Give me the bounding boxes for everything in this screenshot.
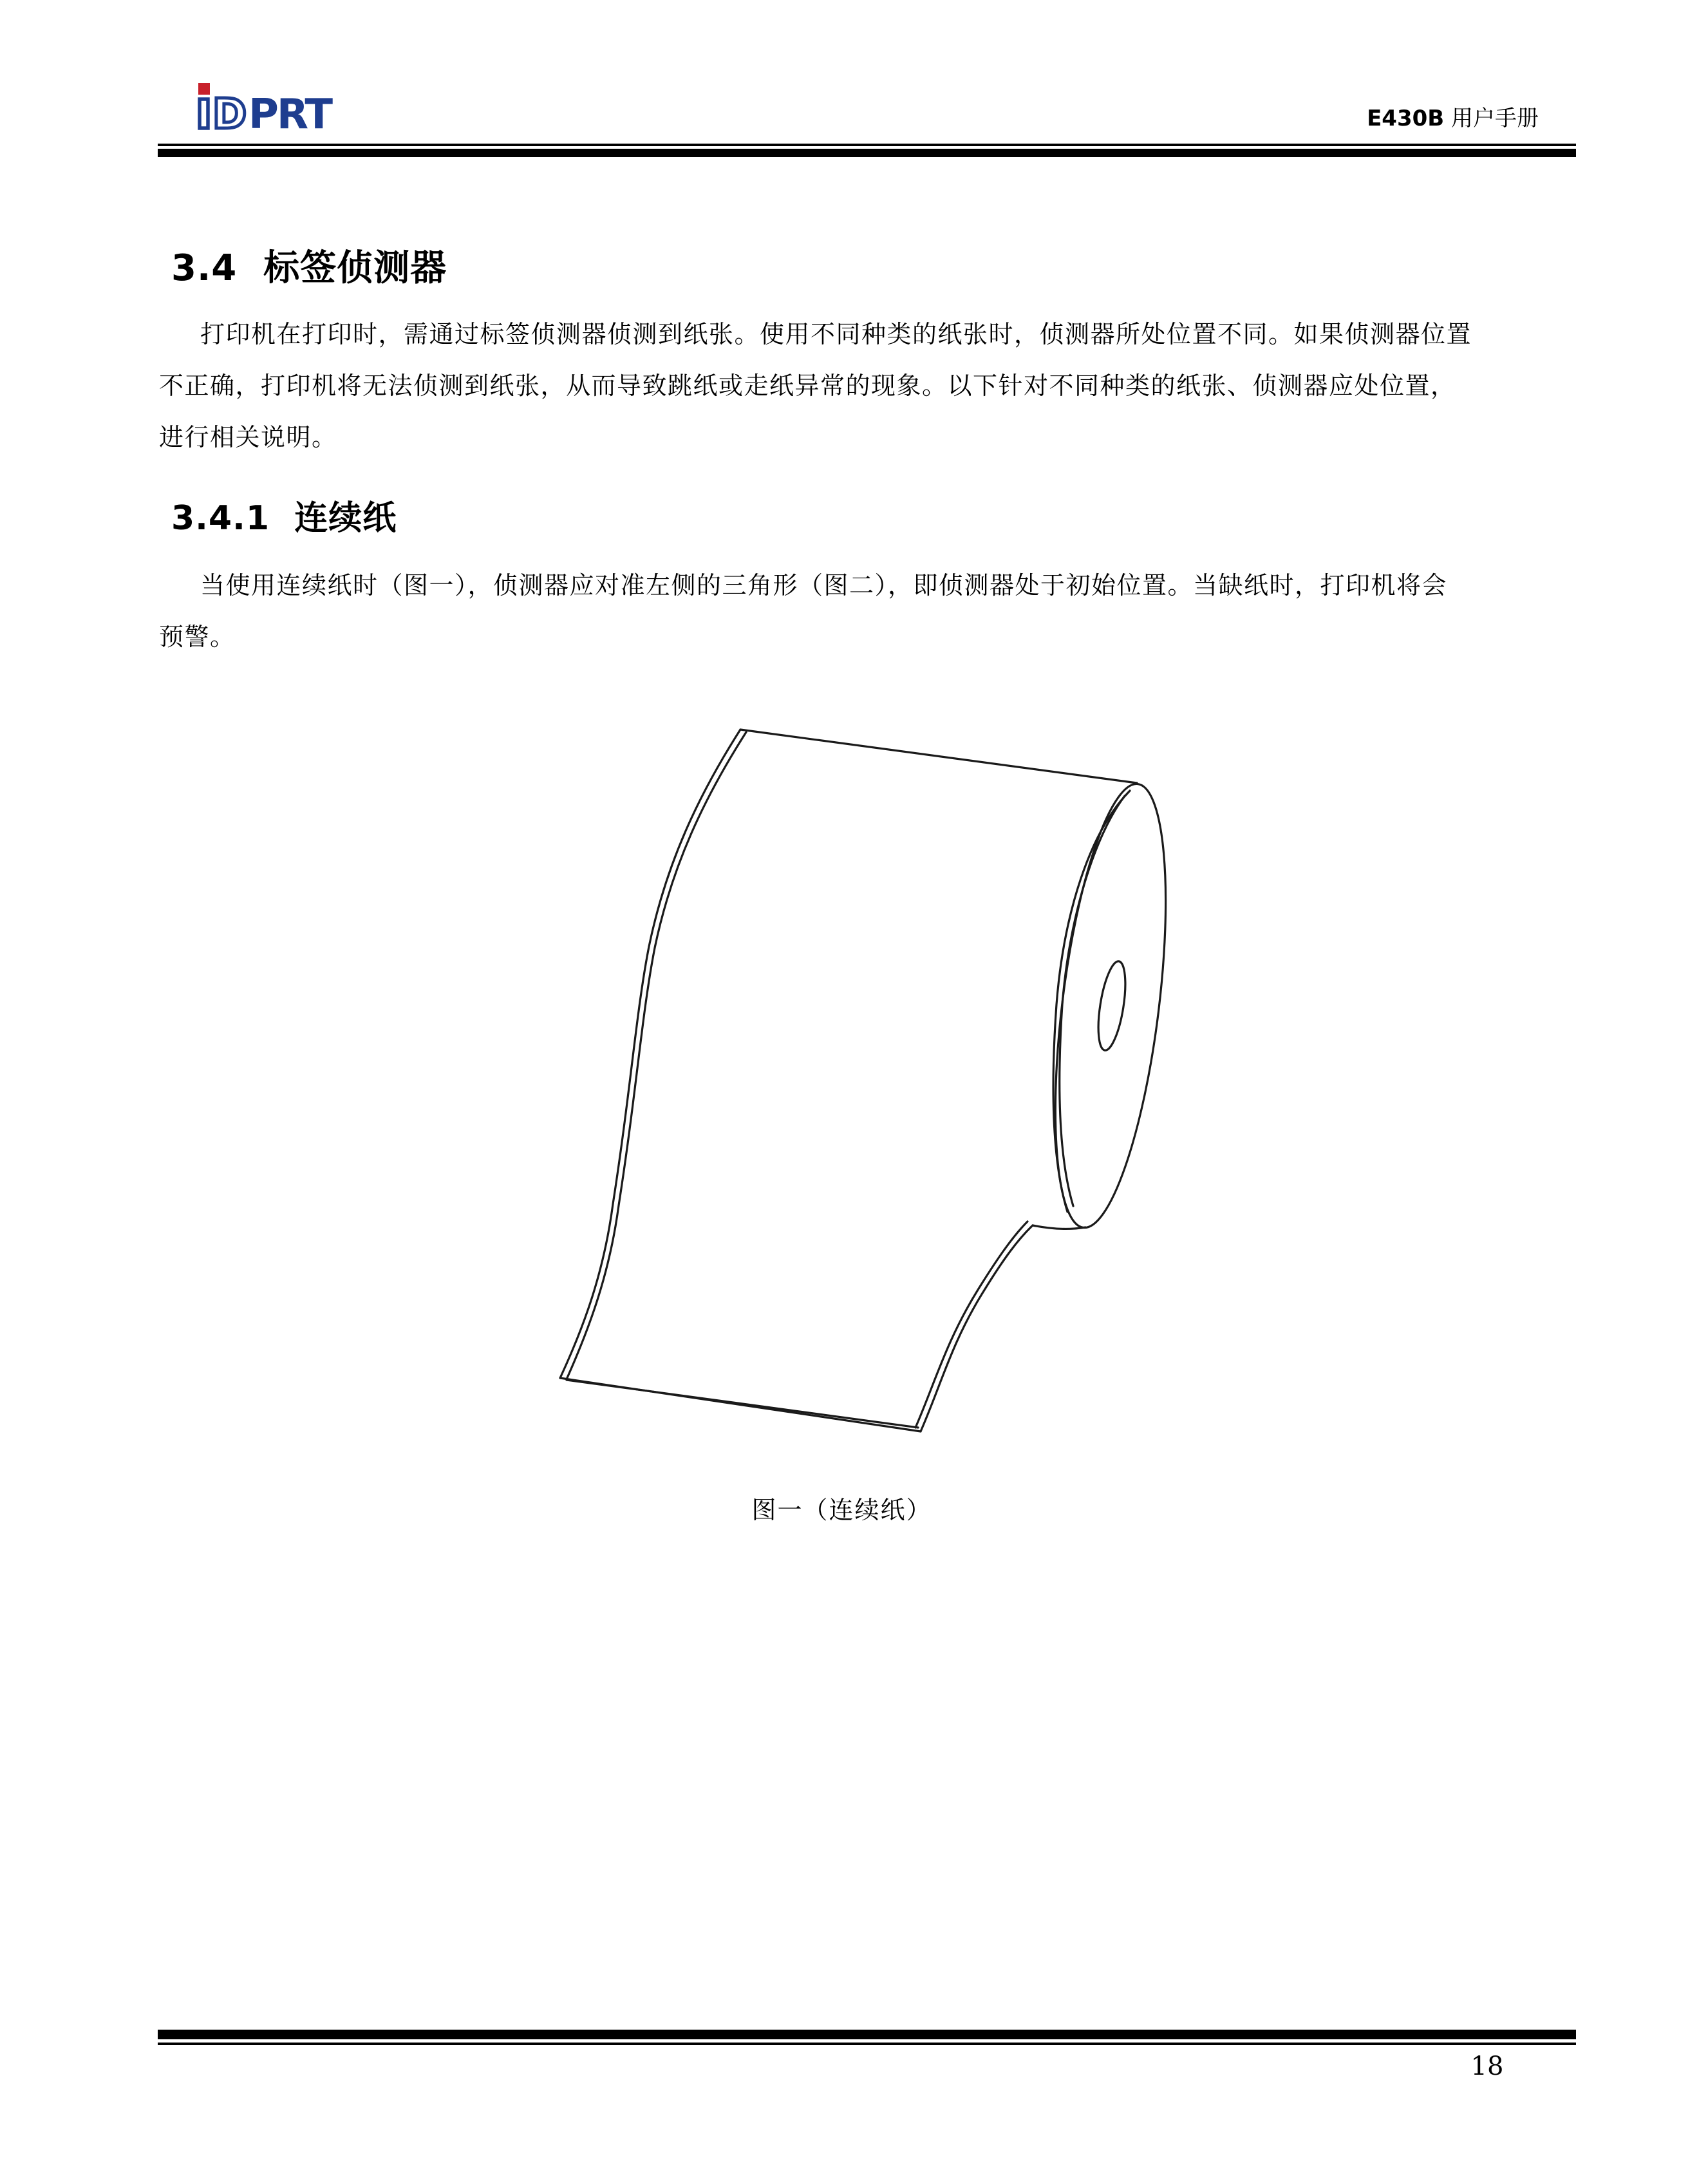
section-heading: 3.4 标签侦测器 xyxy=(171,247,447,289)
roll-rim-outer xyxy=(1053,791,1130,1212)
document-title-model: E430B xyxy=(1367,106,1445,131)
continuous-paper-roll-figure xyxy=(541,695,1185,1455)
page-number: 18 xyxy=(1470,2052,1504,2081)
document-title-suffix: 用户手册 xyxy=(1444,106,1539,131)
sheet-top-edge xyxy=(740,730,1137,783)
subsection-heading: 3.4.1 连续纸 xyxy=(171,499,397,538)
document-title xyxy=(158,105,1539,132)
figure-caption: 图一（连续纸） xyxy=(751,1496,932,1524)
logo-letters-prt: PRT xyxy=(249,91,331,131)
sheet-left-edge-inner xyxy=(567,732,746,1379)
sheet-bottom-edge-inner xyxy=(567,1380,918,1428)
subsection-intro-paragraph xyxy=(159,568,1553,671)
roll-face xyxy=(1035,778,1185,1233)
paragraph-line: 当使用连续纸时（图一），侦测器应对准左侧的三角形（图二），即侦测器处于初始位置。当缺纸时，打印机将会 xyxy=(200,571,1448,599)
sheet-left-edge-outer xyxy=(560,730,740,1378)
footer-rule-thin xyxy=(158,2043,1576,2045)
paragraph-line: 预警。 xyxy=(159,623,236,651)
paragraph-line: 进行相关说明。 xyxy=(159,423,337,451)
header-rule-thin xyxy=(158,144,1576,146)
roll-core-hole xyxy=(1093,959,1130,1052)
paragraph-line: 打印机在打印时，需通过标签侦测器侦测到纸张。使用不同种类的纸张时，侦测器所处位置不同。如果侦测器位置 xyxy=(200,320,1472,348)
logo-letter-d: D xyxy=(212,91,247,131)
sheet-right-edge-outer xyxy=(921,1225,1033,1431)
logo-i-dot xyxy=(198,83,210,95)
header-rule-thick xyxy=(158,149,1576,157)
paragraph-line: 不正确，打印机将无法侦测到纸张，从而导致跳纸或走纸异常的现象。以下针对不同种类的纸张、侦测器应处位置， xyxy=(159,372,1456,400)
section-intro-paragraph xyxy=(159,317,1553,471)
footer-rule-thick xyxy=(158,2030,1576,2039)
